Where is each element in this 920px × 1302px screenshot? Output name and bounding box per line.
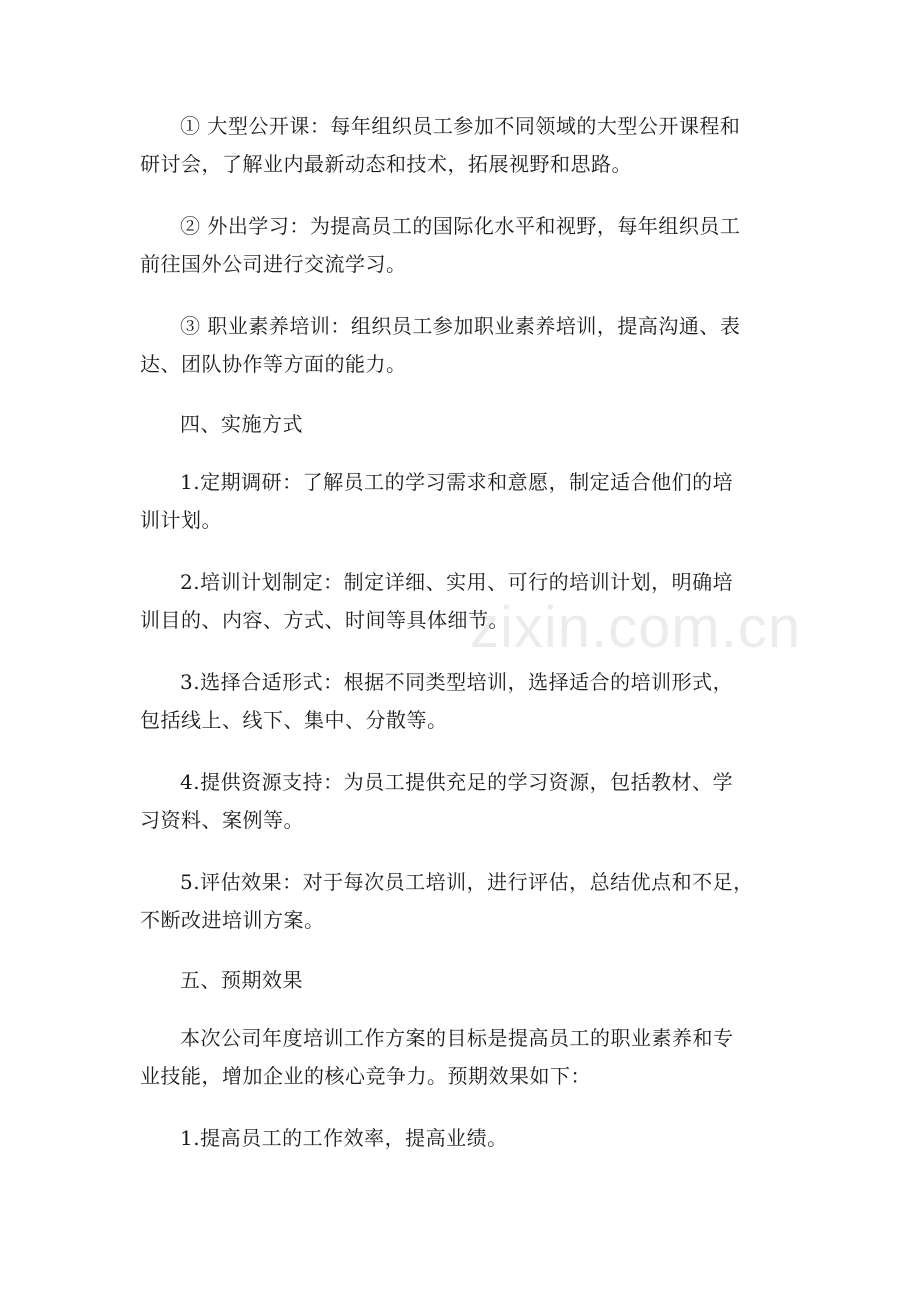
section-heading-expected-effects xyxy=(140,961,790,999)
section-heading-implementation xyxy=(140,405,790,443)
paragraph-line: 习资料、案例等。 xyxy=(140,808,304,832)
paragraph-professional-quality xyxy=(140,307,790,383)
paragraph-step-3 xyxy=(140,663,790,739)
paragraph-goal xyxy=(140,1019,790,1095)
paragraph-effect-1 xyxy=(140,1119,790,1157)
paragraph-line: 本次公司年度培训工作方案的目标是提高员工的职业素养和专 xyxy=(180,1026,734,1050)
paragraph-line: 前往国外公司进行交流学习。 xyxy=(140,252,407,276)
paragraph-line: ② 外出学习：为提高员工的国际化水平和视野，每年组织员工 xyxy=(180,214,741,238)
paragraph-line: 达、团队协作等方面的能力。 xyxy=(140,352,407,376)
paragraph-public-lecture xyxy=(140,107,790,183)
paragraph-line: 4.提供资源支持：为员工提供充足的学习资源，包括教材、学 xyxy=(180,770,734,794)
paragraph-line: 5.评估效果：对于每次员工培训，进行评估，总结优点和不足， xyxy=(180,870,754,894)
paragraph-line: 2.培训计划制定：制定详细、实用、可行的培训计划，明确培 xyxy=(180,570,734,594)
heading-text: 五、预期效果 xyxy=(180,968,303,992)
paragraph-line: 包括线上、线下、集中、分散等。 xyxy=(140,708,448,732)
paragraph-step-4 xyxy=(140,763,790,839)
paragraph-line: 1.提高员工的工作效率，提高业绩。 xyxy=(180,1126,508,1150)
paragraph-line: 不断改进培训方案。 xyxy=(140,908,325,932)
paragraph-step-1 xyxy=(140,463,790,539)
paragraph-line: 3.选择合适形式：根据不同类型培训，选择适合的培训形式， xyxy=(180,670,734,694)
paragraph-line: 训目的、内容、方式、时间等具体细节。 xyxy=(140,608,509,632)
paragraph-line: 1.定期调研：了解员工的学习需求和意愿，制定适合他们的培 xyxy=(180,470,734,494)
paragraph-line: ③ 职业素养培训：组织员工参加职业素养培训，提高沟通、表 xyxy=(180,314,741,338)
paragraph-line: ① 大型公开课：每年组织员工参加不同领域的大型公开课程和 xyxy=(180,114,741,138)
paragraph-step-5 xyxy=(140,863,790,939)
paragraph-line: 业技能，增加企业的核心竞争力。预期效果如下： xyxy=(140,1064,591,1088)
paragraph-line: 研讨会，了解业内最新动态和技术，拓展视野和思路。 xyxy=(140,152,632,176)
paragraph-study-abroad xyxy=(140,207,790,283)
heading-text: 四、实施方式 xyxy=(180,412,303,436)
paragraph-line: 训计划。 xyxy=(140,508,222,532)
watermark: zixin.com.cn xyxy=(470,595,802,660)
